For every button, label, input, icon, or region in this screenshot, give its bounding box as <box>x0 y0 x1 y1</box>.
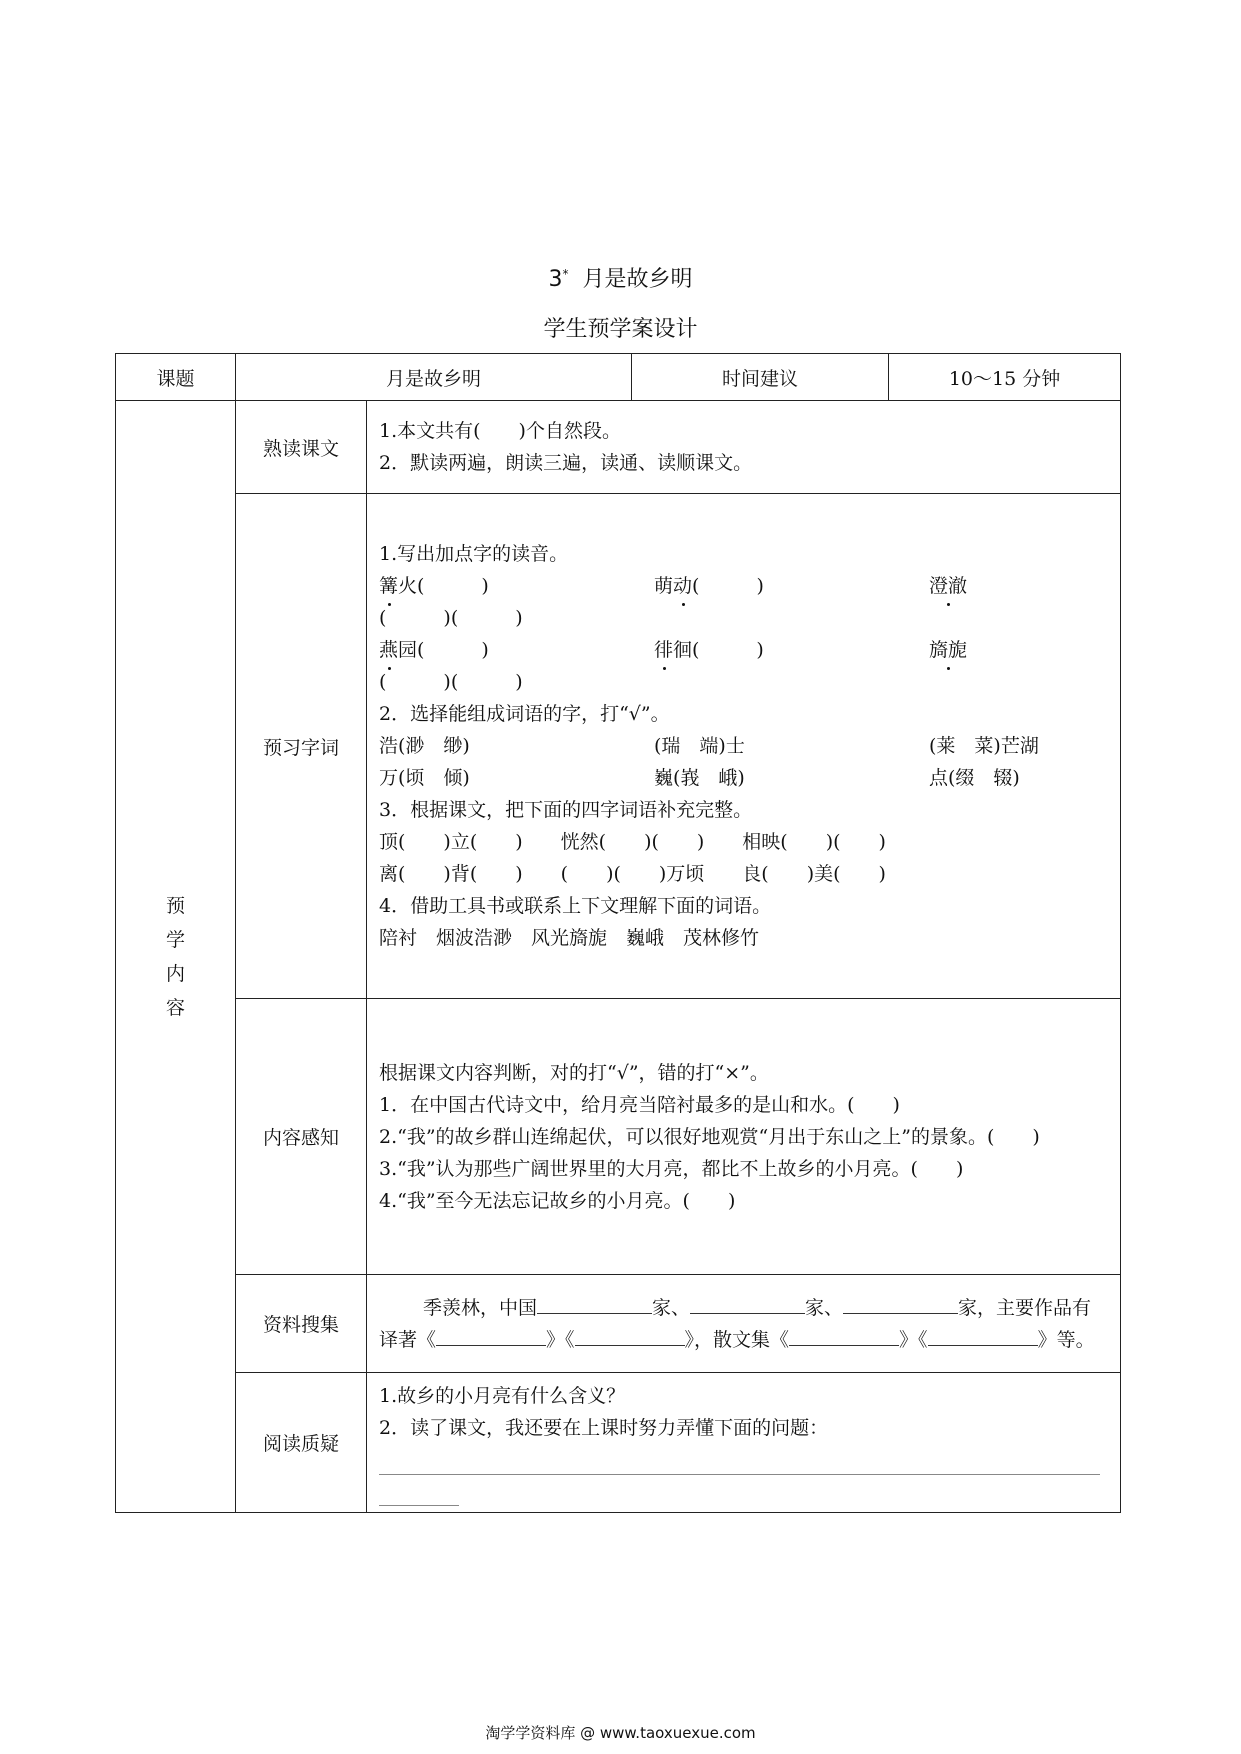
read-label: 熟读课文 <box>236 401 367 494</box>
lesson-mark: * <box>562 267 569 281</box>
choose-row: 浩(渺 缈) (瑞 端)士 (莱 菜)芒湖 <box>379 735 1039 757</box>
prestudy-table <box>115 353 1121 1513</box>
question-content: 1.故乡的小月亮有什么含义？ 2．读了课文，我还要在上课时努力弄懂下面的问题： <box>367 1373 1121 1513</box>
time-value: 10～15 分钟 <box>889 354 1121 401</box>
words-label: 预习字词 <box>236 494 367 999</box>
content-content: 根据课文内容判断，对的打“√”，错的打“×”。 1．在中国古代诗文中，给月亮当陪衬最多的是山和水。( ) 2.“我”的故乡群山连绵起伏，可以很好地观赏“月出于东山之上”的景象。( ) 3.“我”认为那些广阔世界里的大月亮，都比不上故乡的小月亮。( ) 4.“我”至今无法忘记故乡的小月亮。( ) <box>367 999 1121 1275</box>
lesson-title <box>0 262 1241 293</box>
lesson-title-text: 月是故乡明 <box>582 267 693 292</box>
answer-line[interactable] <box>379 1444 1100 1475</box>
research-content: 季羡林，中国 家、 家、 家，主要作品有译著《 》《 》，散文集《 》《 》等。 <box>367 1275 1121 1373</box>
pinyin-row: 燕园( ) 徘徊( ) 旖旎 <box>379 634 1110 666</box>
footer-watermark: 淘学学资料库 @ www.taoxuexue.com <box>485 1724 756 1742</box>
time-label: 时间建议 <box>632 354 889 401</box>
question-label: 阅读质疑 <box>236 1373 367 1513</box>
research-label: 资料搜集 <box>236 1275 367 1373</box>
lesson-number: 3 <box>548 267 563 292</box>
pinyin-row: 篝火( ) 萌动( ) 澄澈 <box>379 570 1110 602</box>
words-content: 1.写出加点字的读音。 篝火( ) 萌动( ) 澄澈 ( )( ) 燕园( ) 徘徊( ) 旖旎 ( )( ) 2．选择能组成词语的字，打“√”。 浩(渺 缈) (瑞 端)士 (莱 菜)芒湖 万(顷 倾) 巍(峩 峨) 点(缀 辍) 3．根据课文，把下面的四字词语补充完整。 顶( )立( ) 恍然( )( ) 相映( )( ) 离( )背( ) ( )( )万顷 良( )美( ) 4．借助工具书或联系上下文理解下面的词语。 陪衬 烟波浩渺 风光旖旎 巍峨 茂林修竹 <box>367 494 1121 999</box>
side-label: 预 学 内 容 <box>116 401 236 1513</box>
read-content: 1.本文共有( )个自然段。 2．默读两遍，朗读三遍，读通、读顺课文。 <box>367 401 1121 494</box>
page-subtitle: 学生预学案设计 <box>543 317 698 342</box>
content-label: 内容感知 <box>236 999 367 1275</box>
choose-row: 万(顷 倾) 巍(峩 峨) 点(缀 辍) <box>379 767 1020 789</box>
topic-value: 月是故乡明 <box>236 354 632 401</box>
topic-label: 课题 <box>116 354 236 401</box>
answer-line[interactable] <box>379 1475 459 1506</box>
